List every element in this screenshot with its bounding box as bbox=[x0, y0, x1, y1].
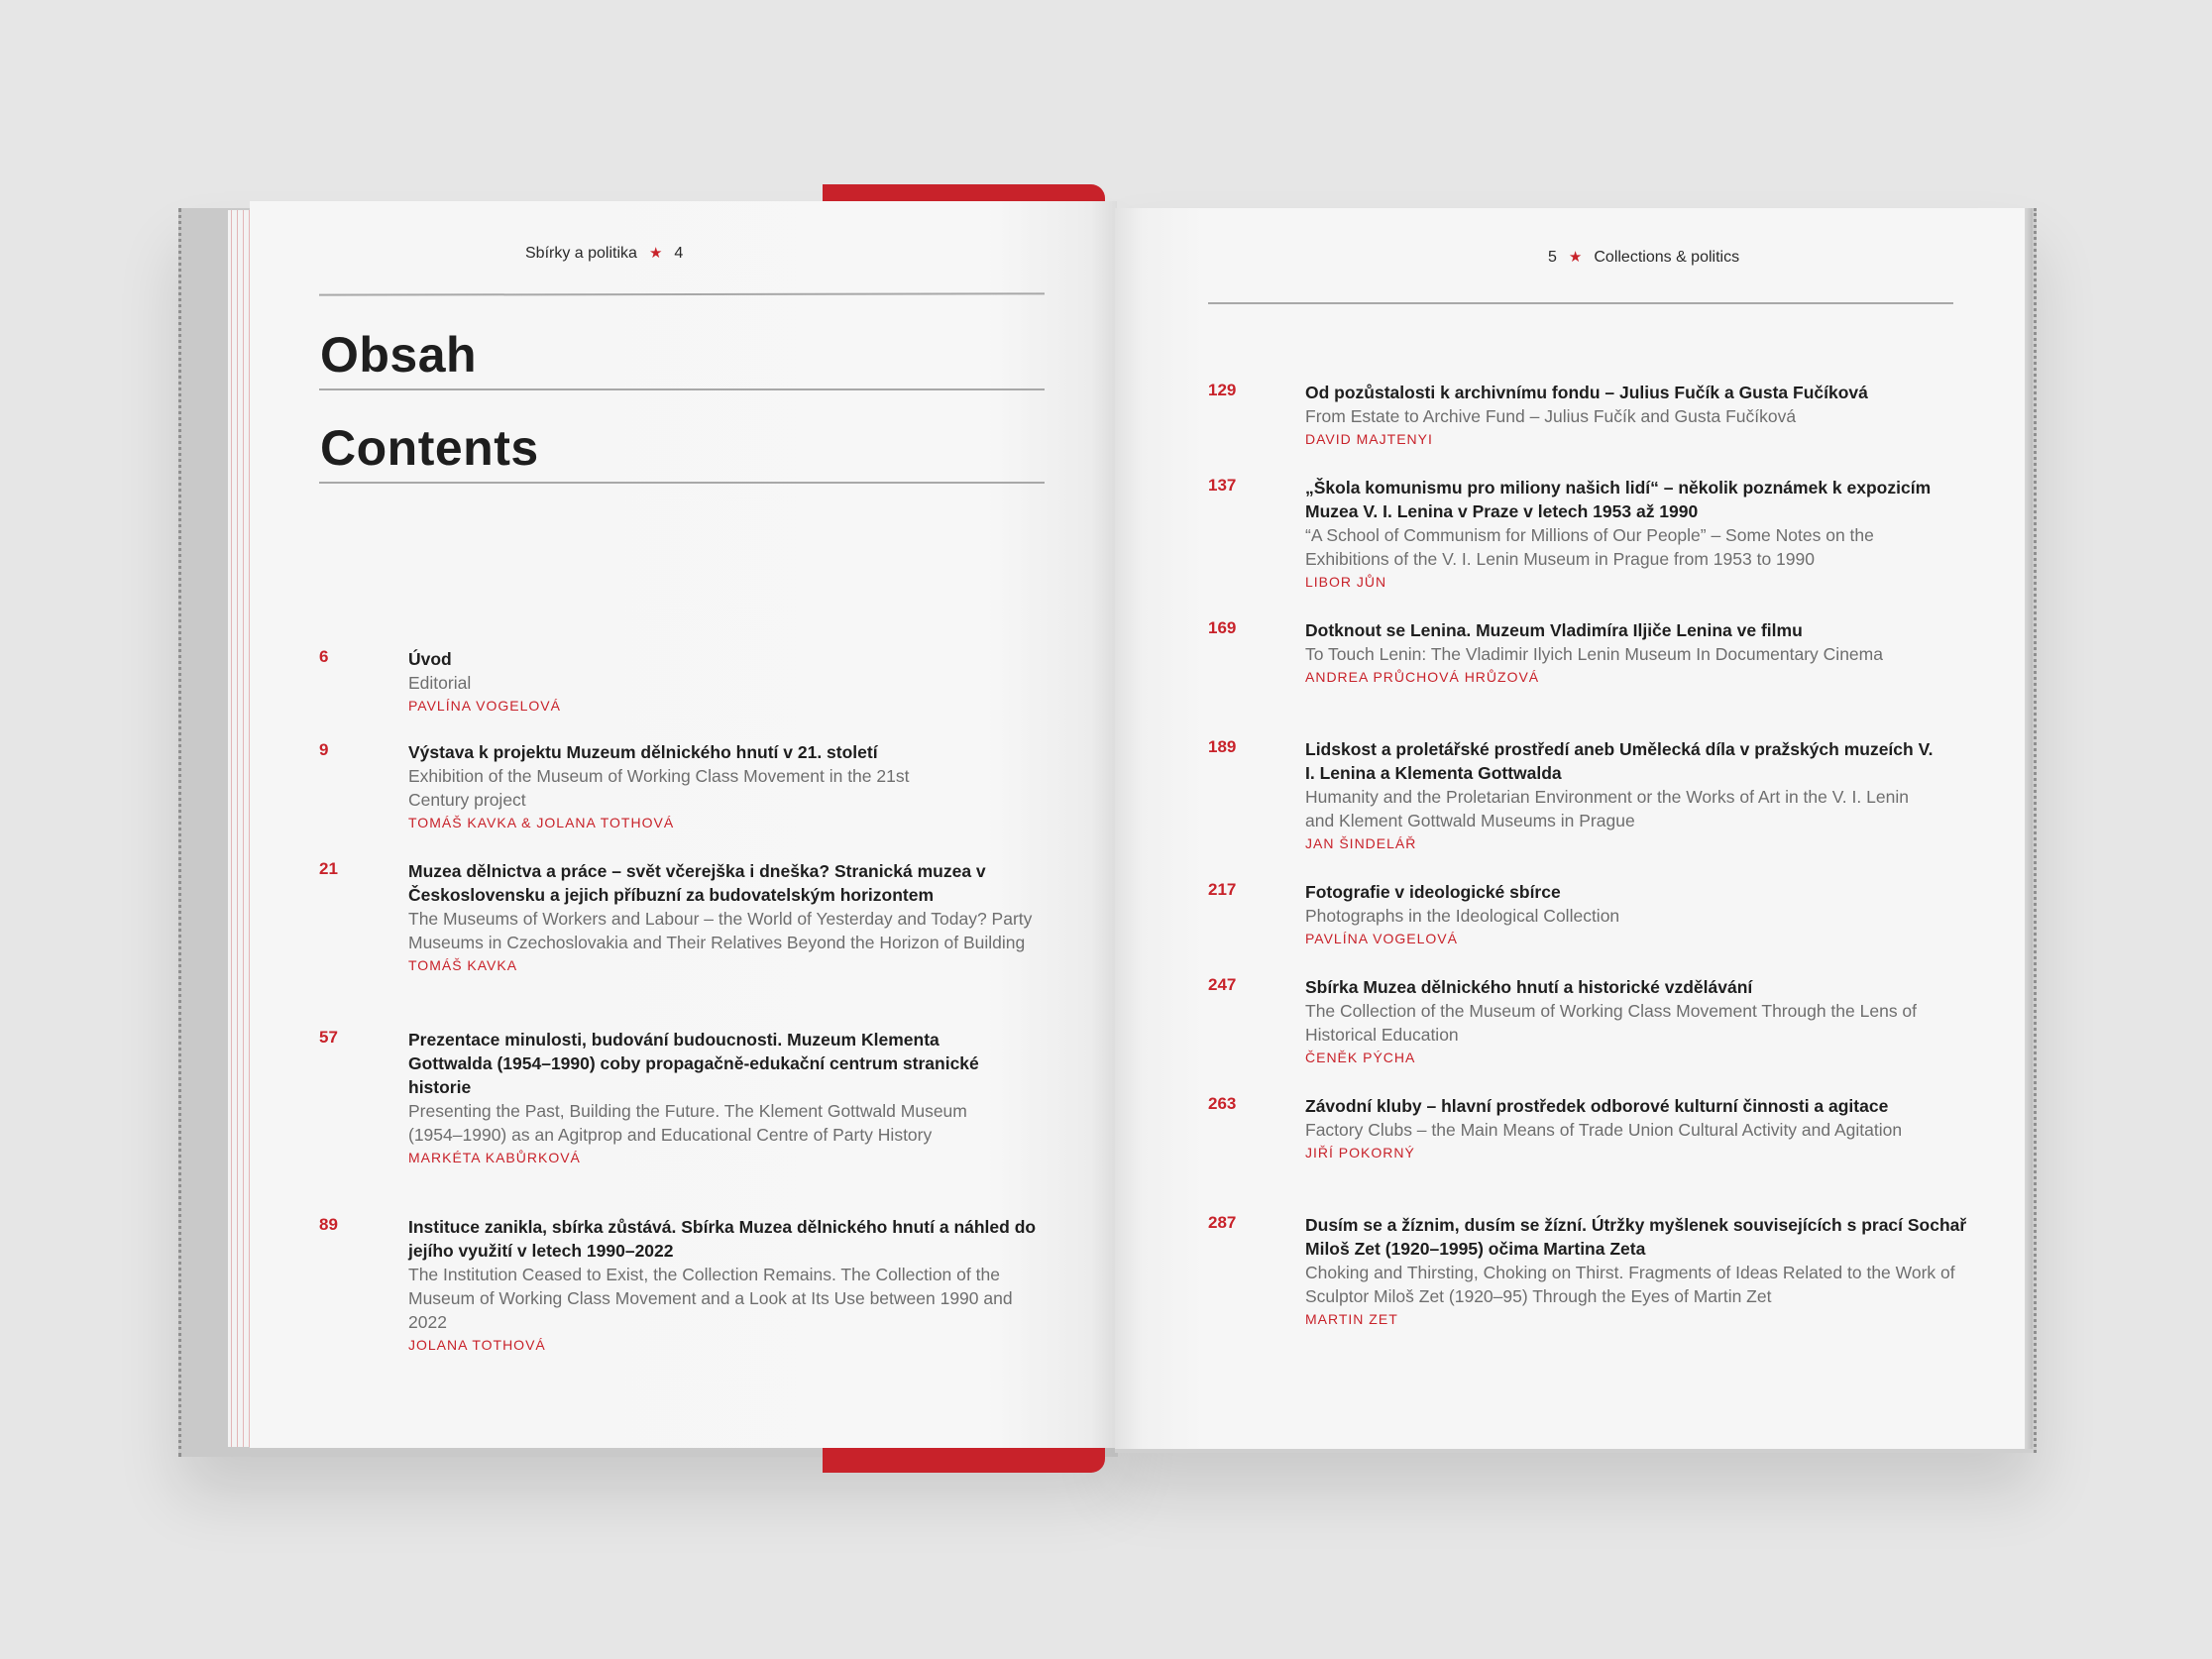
toc-title-en: The Museums of Workers and Labour – the World of Yesterday and Today? Party Museums in Czechoslovakia and Their Relatives Beyond the Horizon of Building bbox=[408, 909, 1033, 952]
toc-title-en: From Estate to Archive Fund – Julius Fučík and Gusta Fučíková bbox=[1305, 406, 1797, 426]
toc-author: ČENĚK PÝCHA bbox=[1305, 1050, 1416, 1065]
toc-title-cz: Od pozůstalosti k archivnímu fondu – Julius Fučík a Gusta Fučíková bbox=[1305, 383, 1868, 402]
toc-page-number: 137 bbox=[1208, 476, 1237, 495]
toc-author: MARTIN ZET bbox=[1305, 1311, 1398, 1327]
toc-author: DAVID MAJTENYI bbox=[1305, 431, 1433, 447]
toc-page-number: 263 bbox=[1208, 1094, 1237, 1113]
toc-page-number: 9 bbox=[319, 740, 329, 759]
toc-title-en: Choking and Thirsting, Choking on Thirst. Fragments of Ideas Related to the Work of Sculptor Miloš Zet (1920–95) Through the Eyes of Martin Zet bbox=[1305, 1263, 1955, 1306]
toc-title-en: “A School of Communism for Millions of Our People” – Some Notes on the Exhibitions of the V. I. Lenin Museum in Prague from 1953 to 1990 bbox=[1305, 525, 1874, 569]
toc-page-number: 169 bbox=[1208, 618, 1237, 637]
toc-author: TOMÁŠ KAVKA bbox=[408, 957, 518, 973]
toc-page-number: 217 bbox=[1208, 880, 1237, 899]
page-edges-right bbox=[2025, 208, 2033, 1449]
toc-page-number: 21 bbox=[319, 859, 338, 878]
heading-cz: Obsah bbox=[320, 327, 478, 383]
toc-title-cz: Fotografie v ideologické sbírce bbox=[1305, 882, 1561, 902]
running-head-title: Sbírky a politika bbox=[525, 245, 637, 262]
rule bbox=[319, 292, 1045, 295]
toc-title-cz: Dotknout se Lenina. Muzeum Vladimíra Iljiče Lenina ve filmu bbox=[1305, 620, 1803, 640]
right-page bbox=[1115, 208, 2027, 1449]
toc-title-en: Presenting the Past, Building the Future. The Klement Gottwald Museum (1954–1990) as an Agitprop and Educational Centre of Party History bbox=[408, 1101, 967, 1145]
toc-title-cz: Dusím se a žíznim, dusím se žízní. Útržky myšlenek souvisejících s prací Sochař Miloš Zet (1920–1995) očima Martina Zeta bbox=[1305, 1215, 1967, 1259]
rule bbox=[319, 388, 1045, 390]
toc-page-number: 247 bbox=[1208, 975, 1237, 994]
toc-title-en: The Institution Ceased to Exist, the Collection Remains. The Collection of the Museum of Working Class Movement and a Look at Its Use between 1990 and 2022 bbox=[408, 1265, 1013, 1332]
toc-title-cz: Prezentace minulosti, budování budoucnosti. Muzeum Klementa Gottwalda (1954–1990) coby propagačně-edukační centrum stranické historie bbox=[408, 1030, 979, 1097]
toc-author: JOLANA TOTHOVÁ bbox=[408, 1337, 546, 1353]
toc-page-number: 129 bbox=[1208, 381, 1237, 399]
page-number: 4 bbox=[674, 245, 684, 262]
toc-title-en: Editorial bbox=[408, 673, 472, 693]
toc-author: TOMÁŠ KAVKA & JOLANA TOTHOVÁ bbox=[408, 815, 675, 830]
page-number: 5 bbox=[1548, 249, 1557, 266]
toc-title-cz: Úvod bbox=[408, 649, 452, 669]
red-cover-edge-bottom bbox=[823, 1445, 1105, 1473]
toc-title-en: To Touch Lenin: The Vladimir Ilyich Lenin Museum In Documentary Cinema bbox=[1305, 644, 1883, 664]
toc-page-number: 57 bbox=[319, 1028, 338, 1047]
heading-en: Contents bbox=[320, 420, 539, 476]
toc-title-cz: Sbírka Muzea dělnického hnutí a historické vzdělávání bbox=[1305, 977, 1753, 997]
toc-title-cz: Muzea dělnictva a práce – svět včerejška i dneška? Stranická muzea v Československu a jejich příbuzní za budovatelským horizontem bbox=[408, 861, 986, 905]
toc-author: MARKÉTA KABŮRKOVÁ bbox=[408, 1150, 581, 1165]
toc-page-number: 6 bbox=[319, 647, 329, 666]
running-head-right bbox=[1548, 248, 1739, 267]
left-page bbox=[250, 201, 1117, 1448]
toc-author: JAN ŠINDELÁŘ bbox=[1305, 835, 1417, 851]
toc-author: PAVLÍNA VOGELOVÁ bbox=[1305, 931, 1458, 946]
toc-title-cz: Instituce zanikla, sbírka zůstává. Sbírka Muzea dělnického hnutí a náhled do jejího využití v letech 1990–2022 bbox=[408, 1217, 1037, 1261]
toc-title-en: The Collection of the Museum of Working Class Movement Through the Lens of Historical Education bbox=[1305, 1001, 1918, 1045]
star-icon: ★ bbox=[648, 245, 663, 262]
toc-title-en: Photographs in the Ideological Collection bbox=[1305, 906, 1620, 926]
rule bbox=[1208, 302, 1953, 304]
toc-title-en: Exhibition of the Museum of Working Class Movement in the 21st Century project bbox=[408, 766, 910, 810]
running-head-left bbox=[525, 244, 683, 263]
toc-title-en: Factory Clubs – the Main Means of Trade Union Cultural Activity and Agitation bbox=[1305, 1120, 1903, 1140]
toc-title-cz: Výstava k projektu Muzeum dělnického hnutí v 21. století bbox=[408, 742, 878, 762]
toc-title-cz: „Škola komunismu pro miliony našich lidí“ – několik poznámek k expozicím Muzea V. I. Lenina v Praze v letech 1953 až 1990 bbox=[1305, 478, 1932, 521]
toc-author: PAVLÍNA VOGELOVÁ bbox=[408, 698, 561, 714]
toc-page-number: 189 bbox=[1208, 737, 1237, 756]
toc-author: JIŘÍ POKORNÝ bbox=[1305, 1145, 1415, 1161]
toc-title-cz: Závodní kluby – hlavní prostředek odborové kulturní činnosti a agitace bbox=[1305, 1096, 1889, 1116]
star-icon: ★ bbox=[1568, 249, 1583, 266]
toc-author: ANDREA PRŮCHOVÁ HRŮZOVÁ bbox=[1305, 669, 1540, 685]
running-head-title: Collections & politics bbox=[1594, 249, 1740, 266]
toc-title-cz: Lidskost a proletářské prostředí aneb Umělecká díla v pražských muzeích V. I. Lenina a Klementa Gottwalda bbox=[1305, 739, 1934, 783]
toc-author: LIBOR JŮN bbox=[1305, 574, 1387, 590]
toc-title-en: Humanity and the Proletarian Environment or the Works of Art in the V. I. Lenin and Klement Gottwald Museums in Prague bbox=[1305, 787, 1909, 830]
rule bbox=[319, 482, 1045, 484]
toc-page-number: 89 bbox=[319, 1215, 338, 1234]
toc-page-number: 287 bbox=[1208, 1213, 1237, 1232]
